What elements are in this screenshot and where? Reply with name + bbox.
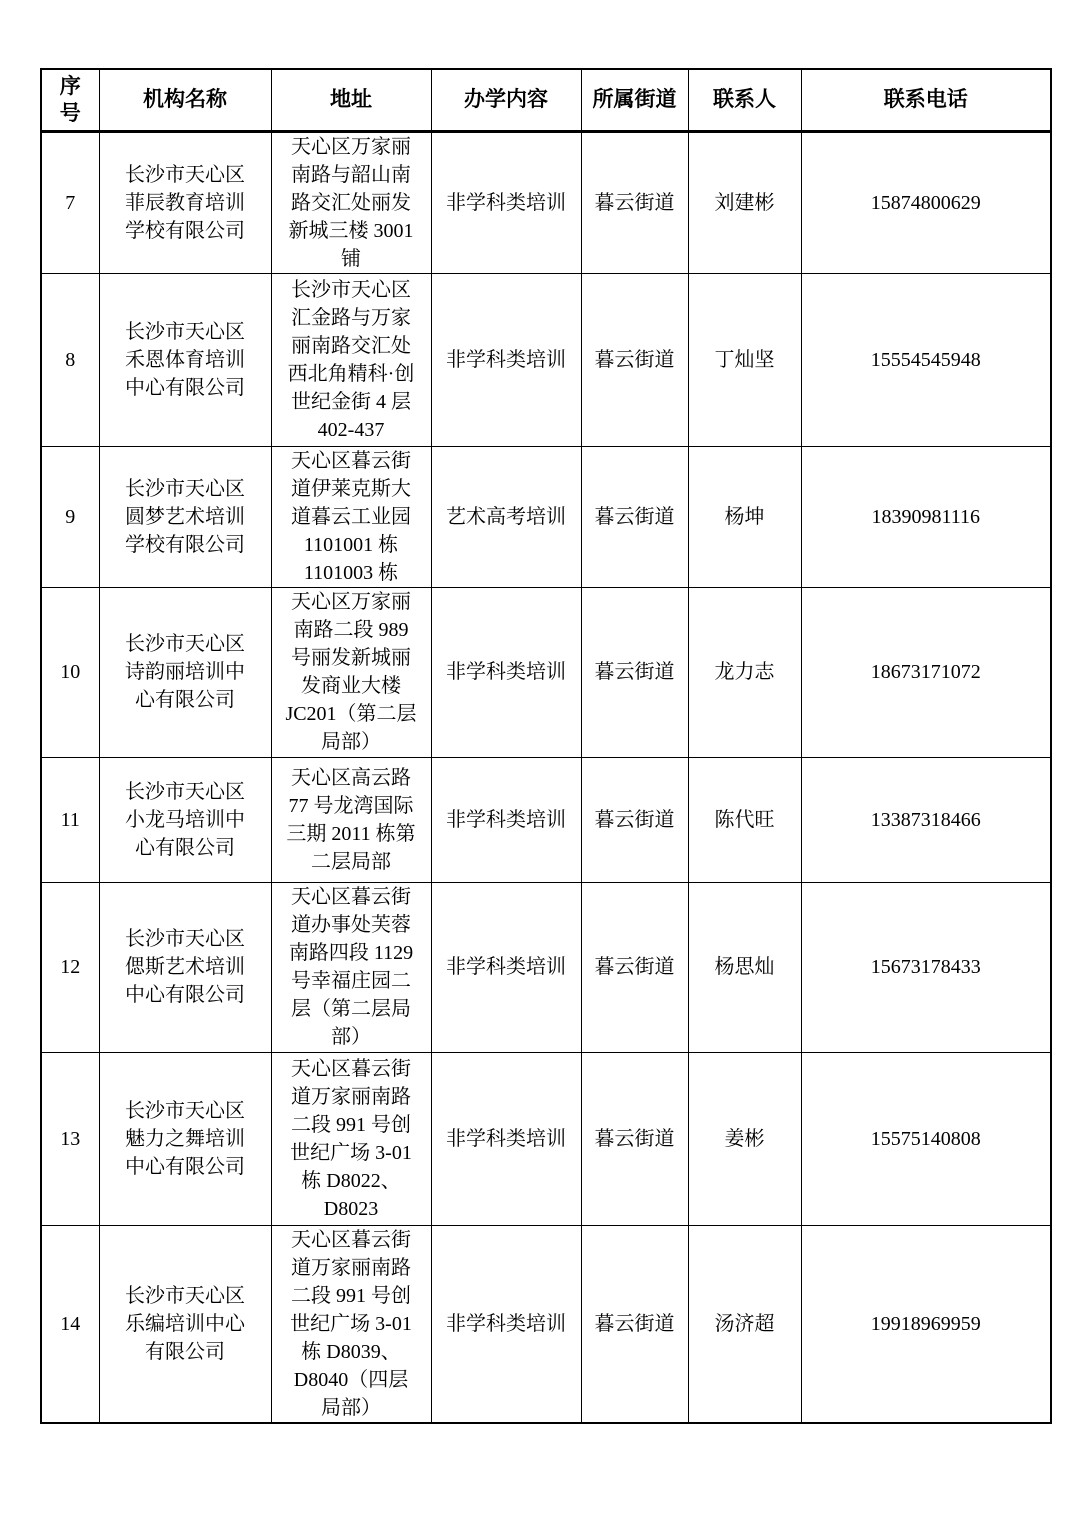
- cell-street: 暮云街道: [581, 587, 688, 757]
- cell-education-content: 非学科类培训: [431, 882, 581, 1052]
- cell-address: 天心区万家丽南路与韶山南路交汇处丽发新城三楼 3001 铺: [271, 131, 431, 273]
- cell-serial-number: 11: [41, 757, 99, 882]
- cell-education-content: 非学科类培训: [431, 1052, 581, 1225]
- cell-contact-person: 龙力志: [688, 587, 801, 757]
- column-header-institution-name: 机构名称: [99, 69, 271, 131]
- cell-serial-number: 9: [41, 446, 99, 587]
- table-row: [41, 1052, 1051, 1225]
- cell-serial-number: 13: [41, 1052, 99, 1225]
- cell-institution-name: 长沙市天心区菲辰教育培训学校有限公司: [99, 131, 271, 273]
- table-row: [41, 446, 1051, 587]
- cell-institution-name: 长沙市天心区诗韵丽培训中心有限公司: [99, 587, 271, 757]
- cell-education-content: 非学科类培训: [431, 273, 581, 446]
- cell-contact-person: 汤济超: [688, 1225, 801, 1423]
- header-row: [41, 69, 1051, 131]
- cell-street: 暮云街道: [581, 1225, 688, 1423]
- cell-serial-number: 12: [41, 882, 99, 1052]
- cell-street: 暮云街道: [581, 882, 688, 1052]
- cell-address: 天心区高云路 77 号龙湾国际三期 2011 栋第二层局部: [271, 757, 431, 882]
- cell-institution-name: 长沙市天心区偲斯艺术培训中心有限公司: [99, 882, 271, 1052]
- cell-contact-phone: 15554545948: [801, 273, 1051, 446]
- table-row: [41, 273, 1051, 446]
- cell-contact-person: 刘建彬: [688, 131, 801, 273]
- cell-address: 天心区暮云街道万家丽南路二段 991 号创世纪广场 3-01 栋 D8039、D8040（四层局部）: [271, 1225, 431, 1423]
- column-header-education-content: 办学内容: [431, 69, 581, 131]
- cell-street: 暮云街道: [581, 757, 688, 882]
- cell-contact-person: 陈代旺: [688, 757, 801, 882]
- cell-education-content: 非学科类培训: [431, 757, 581, 882]
- cell-contact-person: 丁灿坚: [688, 273, 801, 446]
- cell-institution-name: 长沙市天心区乐编培训中心有限公司: [99, 1225, 271, 1423]
- cell-contact-phone: 19918969959: [801, 1225, 1051, 1423]
- cell-serial-number: 7: [41, 131, 99, 273]
- cell-address: 长沙市天心区汇金路与万家丽南路交汇处西北角精科·创世纪金街 4 层 402-437: [271, 273, 431, 446]
- cell-institution-name: 长沙市天心区魅力之舞培训中心有限公司: [99, 1052, 271, 1225]
- column-header-serial-number: 序号: [41, 69, 99, 131]
- cell-serial-number: 10: [41, 587, 99, 757]
- cell-education-content: 非学科类培训: [431, 131, 581, 273]
- cell-contact-phone: 15673178433: [801, 882, 1051, 1052]
- column-header-contact-phone: 联系电话: [801, 69, 1051, 131]
- cell-contact-person: 姜彬: [688, 1052, 801, 1225]
- cell-contact-person: 杨坤: [688, 446, 801, 587]
- cell-street: 暮云街道: [581, 446, 688, 587]
- cell-street: 暮云街道: [581, 131, 688, 273]
- cell-contact-phone: 18673171072: [801, 587, 1051, 757]
- cell-education-content: 艺术高考培训: [431, 446, 581, 587]
- cell-contact-person: 杨思灿: [688, 882, 801, 1052]
- cell-address: 天心区暮云街道伊莱克斯大道暮云工业园 1101001 栋 1101003 栋: [271, 446, 431, 587]
- cell-contact-phone: 18390981116: [801, 446, 1051, 587]
- cell-serial-number: 14: [41, 1225, 99, 1423]
- cell-street: 暮云街道: [581, 1052, 688, 1225]
- cell-contact-phone: 15575140808: [801, 1052, 1051, 1225]
- column-header-contact-person: 联系人: [688, 69, 801, 131]
- cell-contact-phone: 13387318466: [801, 757, 1051, 882]
- table-row: [41, 882, 1051, 1052]
- table-row: [41, 757, 1051, 882]
- cell-education-content: 非学科类培训: [431, 587, 581, 757]
- cell-street: 暮云街道: [581, 273, 688, 446]
- cell-address: 天心区万家丽南路二段 989 号丽发新城丽发商业大楼 JC201（第二层局部）: [271, 587, 431, 757]
- cell-contact-phone: 15874800629: [801, 131, 1051, 273]
- cell-address: 天心区暮云街道办事处芙蓉南路四段 1129 号幸福庄园二层（第二层局部）: [271, 882, 431, 1052]
- cell-education-content: 非学科类培训: [431, 1225, 581, 1423]
- cell-institution-name: 长沙市天心区小龙马培训中心有限公司: [99, 757, 271, 882]
- table-row: [41, 587, 1051, 757]
- cell-institution-name: 长沙市天心区圆梦艺术培训学校有限公司: [99, 446, 271, 587]
- cell-institution-name: 长沙市天心区禾恩体育培训中心有限公司: [99, 273, 271, 446]
- cell-address: 天心区暮云街道万家丽南路二段 991 号创世纪广场 3-01 栋 D8022、D8023: [271, 1052, 431, 1225]
- table-row: [41, 131, 1051, 273]
- table-row: [41, 1225, 1051, 1423]
- column-header-address: 地址: [271, 69, 431, 131]
- column-header-street: 所属街道: [581, 69, 688, 131]
- cell-serial-number: 8: [41, 273, 99, 446]
- institutions-table: [40, 68, 1052, 1424]
